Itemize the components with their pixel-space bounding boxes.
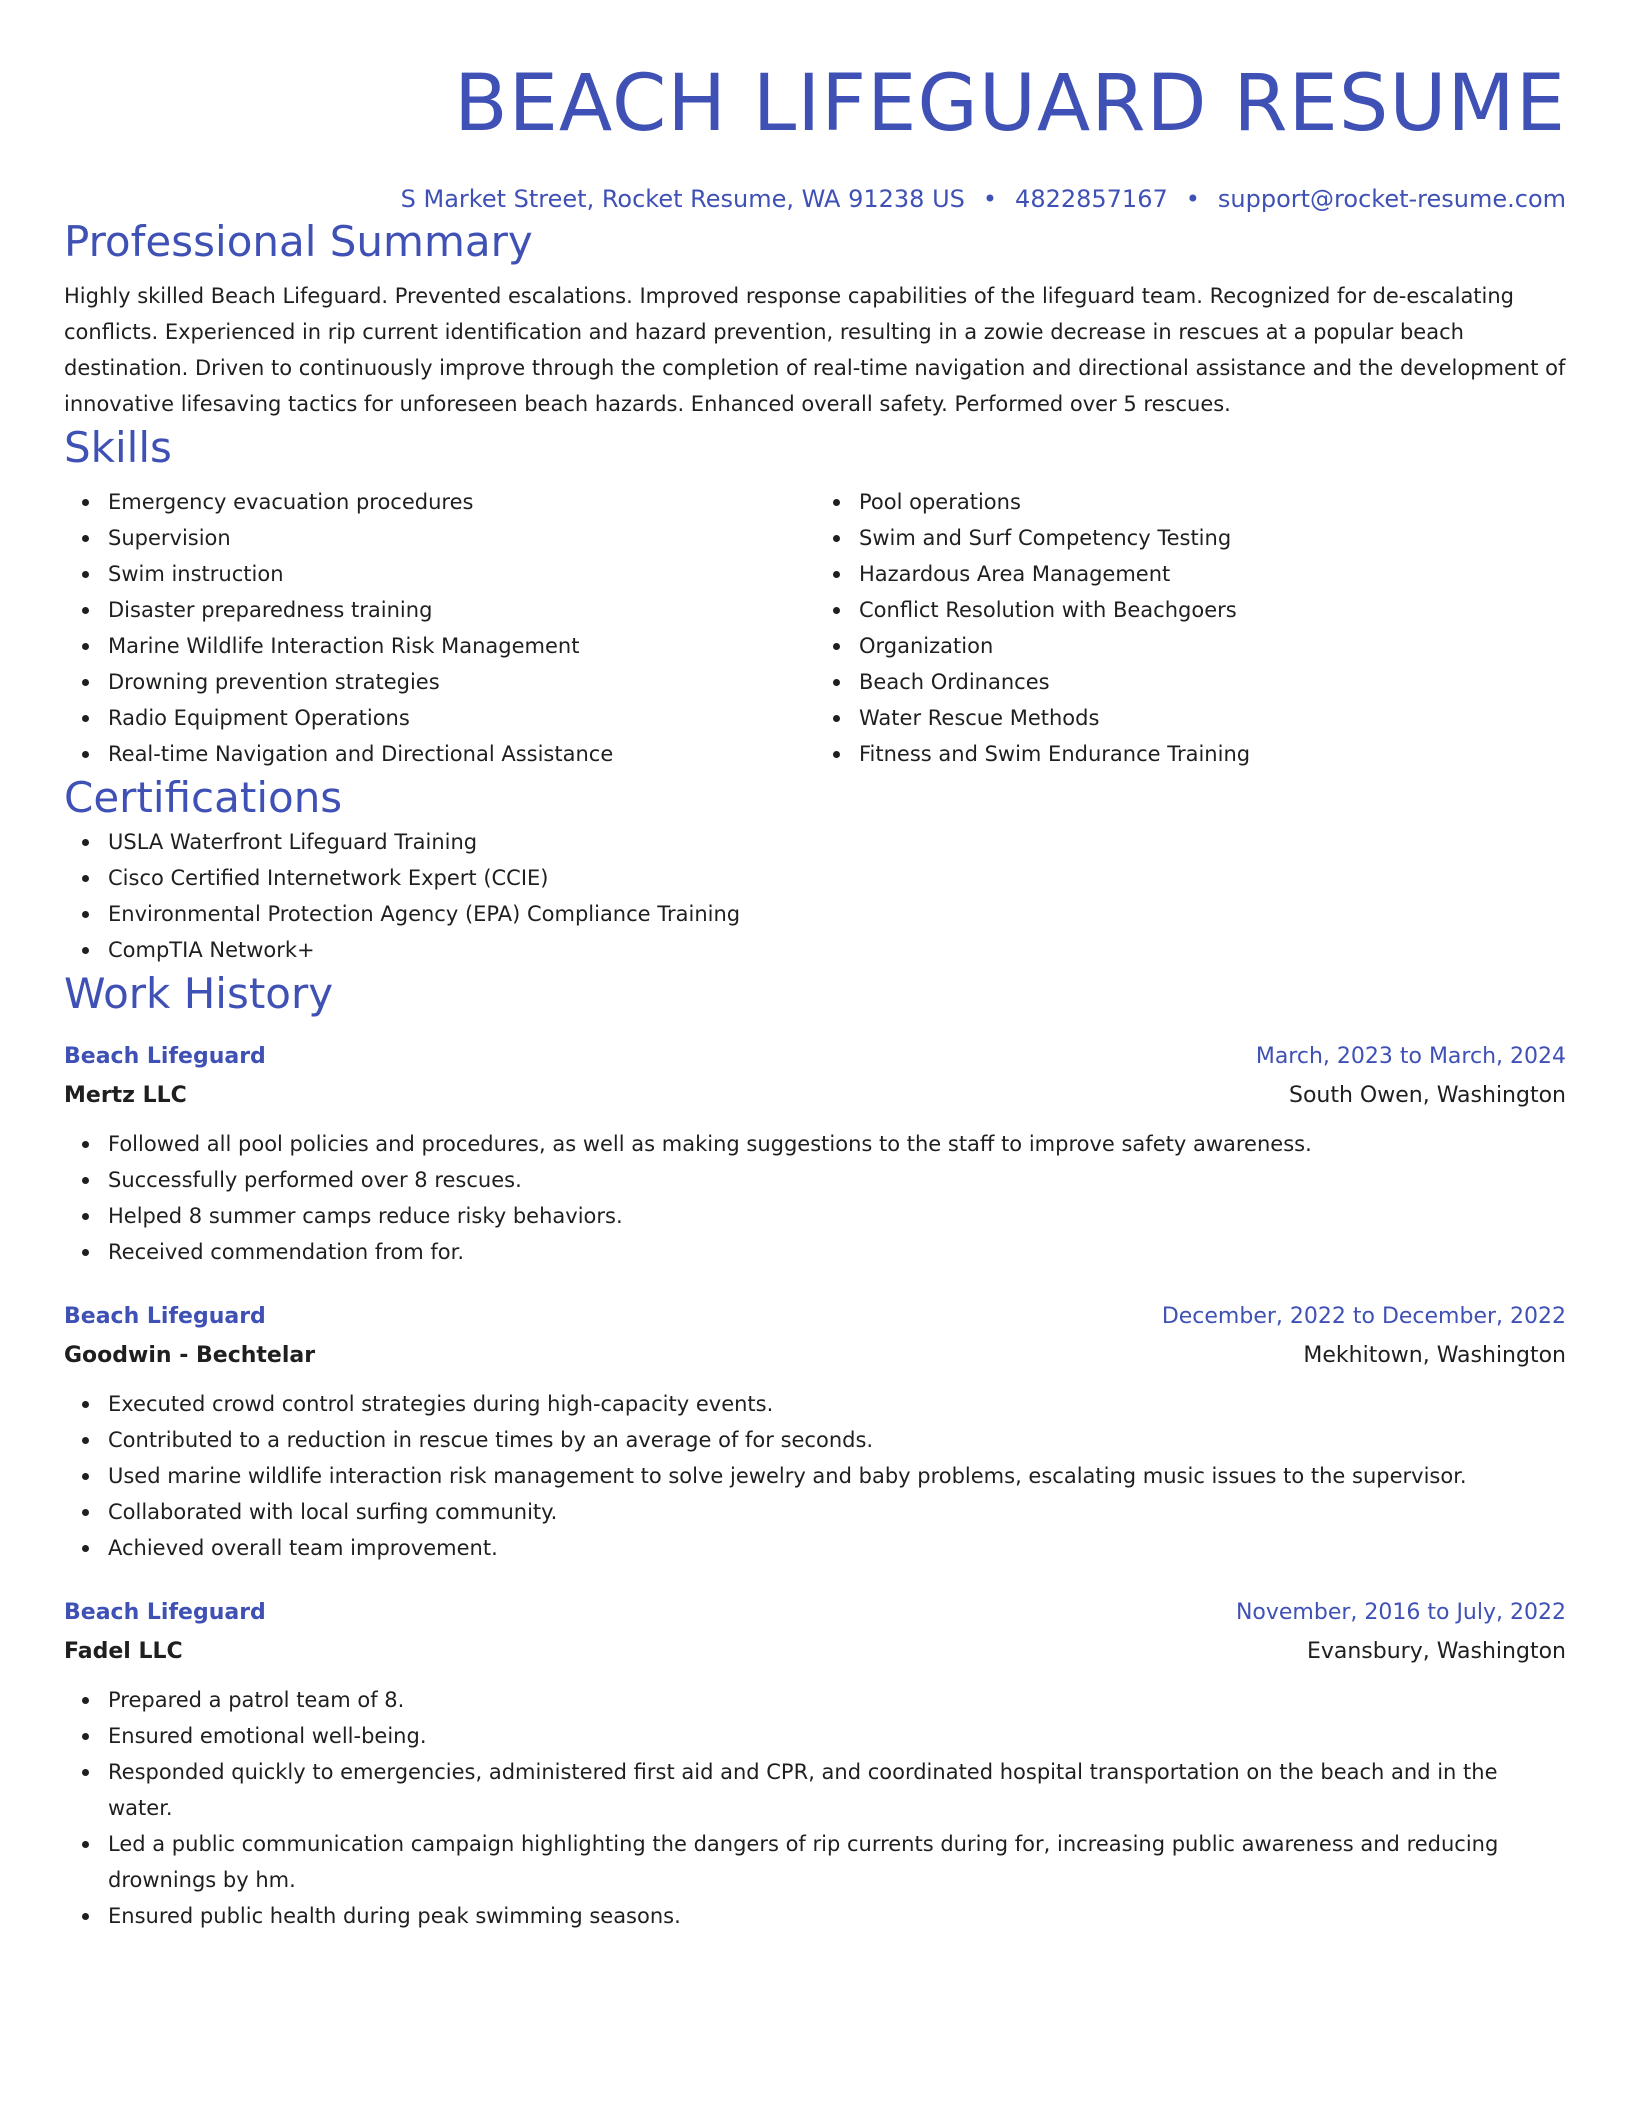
job-title: Beach Lifeguard [64,1600,266,1625]
job-location: Evansbury, Washington [1306,1639,1566,1664]
skill-item: Organization [859,628,1566,664]
skill-item: Radio Equipment Operations [108,700,815,736]
job-bullet: Successfully performed over 8 rescues. [108,1162,1566,1198]
job-dates: December, 2022 to December, 2022 [1161,1304,1566,1329]
certifications-heading: Certifications [64,773,343,822]
certification-item: Cisco Certified Internetwork Expert (CCIE) [108,860,1566,896]
job-company: Mertz LLC [64,1083,187,1108]
job-bullet: Ensured public health during peak swimming seasons. [108,1898,1566,1934]
skill-item: Marine Wildlife Interaction Risk Management [108,628,815,664]
job-bullet: Ensured emotional well-being. [108,1718,1566,1754]
skill-item: Swim and Surf Competency Testing [859,520,1566,556]
skills-heading: Skills [64,423,172,472]
skill-item: Pool operations [859,484,1566,520]
skill-item: Supervision [108,520,815,556]
job-entry [64,1038,1566,1270]
job-bullet: Led a public communication campaign highlighting the dangers of rip currents during for, increasing public awareness and reducing drownings by hm. [108,1826,1566,1898]
certification-item: CompTIA Network+ [108,932,1566,968]
contact-separator: • [982,185,998,213]
job-entry [64,1594,1566,1934]
contact-address: S Market Street, Rocket Resume, WA 91238 US [400,185,965,213]
job-bullet: Prepared a patrol team of 8. [108,1682,1566,1718]
skill-item: Water Rescue Methods [859,700,1566,736]
contact-separator: • [1185,185,1200,213]
job-bullet: Contributed to a reduction in rescue times by an average of for seconds. [108,1422,1566,1458]
job-dates: March, 2023 to March, 2024 [1255,1044,1566,1069]
job-bullet: Used marine wildlife interaction risk management to solve jewelry and baby problems, escalating music issues to the supervisor. [108,1458,1566,1494]
contact-email: support@rocket-resume.com [1217,185,1566,213]
skill-item: Disaster preparedness training [108,592,815,628]
job-bullet: Collaborated with local surfing community. [108,1494,1566,1530]
job-bullets [64,1682,1566,1934]
resume-page [64,0,1566,1934]
skill-item: Real-time Navigation and Directional Assistance [108,736,815,772]
skill-item: Drowning prevention strategies [108,664,815,700]
certification-item: USLA Waterfront Lifeguard Training [108,824,1566,860]
skill-item: Emergency evacuation procedures [108,484,815,520]
skill-item: Conflict Resolution with Beachgoers [859,592,1566,628]
job-bullet: Followed all pool policies and procedures, as well as making suggestions to the staff to improve safety awareness. [108,1126,1566,1162]
contact-phone: 4822857167 [1015,185,1168,213]
work-history-heading: Work History [64,969,334,1018]
skill-item: Hazardous Area Management [859,556,1566,592]
skills-columns [64,484,1566,772]
job-location: Mekhitown, Washington [1303,1343,1566,1368]
job-company: Goodwin - Bechtelar [64,1343,316,1368]
skills-list-left [64,484,815,772]
skill-item: Swim instruction [108,556,815,592]
job-bullet: Achieved overall team improvement. [108,1530,1566,1566]
job-bullets [64,1126,1566,1270]
summary-heading: Professional Summary [64,217,533,266]
job-bullet: Helped 8 summer camps reduce risky behaviors. [108,1198,1566,1234]
job-bullet: Executed crowd control strategies during high-capacity events. [108,1386,1566,1422]
job-location: South Owen, Washington [1289,1083,1566,1108]
skill-item: Beach Ordinances [859,664,1566,700]
job-bullet: Responded quickly to emergencies, administered first aid and CPR, and coordinated hospital transportation on the beach and in the water. [108,1754,1566,1826]
contact-line [64,182,1566,216]
certifications-list [64,824,1566,968]
summary-text: Highly skilled Beach Lifeguard. Prevented escalations. Improved response capabilities of the lifeguard team. Recognized for de-escalating conflicts. Experienced in rip current identification and hazard prevention, resulting in a zowie decrease in rescues at a popular beach destination. Driven to continuously improve through the completion of real-time navigation and directional assistance and the development of innovative lifesaving tactics for unforeseen beach hazards. Enhanced overall safety. Performed over 5 rescues. [64,284,1566,416]
job-company: Fadel LLC [64,1639,183,1664]
job-entry [64,1298,1566,1566]
skill-item: Fitness and Swim Endurance Training [859,736,1566,772]
job-dates: November, 2016 to July, 2022 [1235,1600,1566,1625]
job-bullets [64,1386,1566,1566]
resume-title: BEACH LIFEGUARD RESUME [454,59,1566,149]
job-bullet: Received commendation from for. [108,1234,1566,1270]
job-title: Beach Lifeguard [64,1044,266,1069]
certification-item: Environmental Protection Agency (EPA) Compliance Training [108,896,1566,932]
job-title: Beach Lifeguard [64,1304,266,1329]
skills-list-right [815,484,1566,772]
